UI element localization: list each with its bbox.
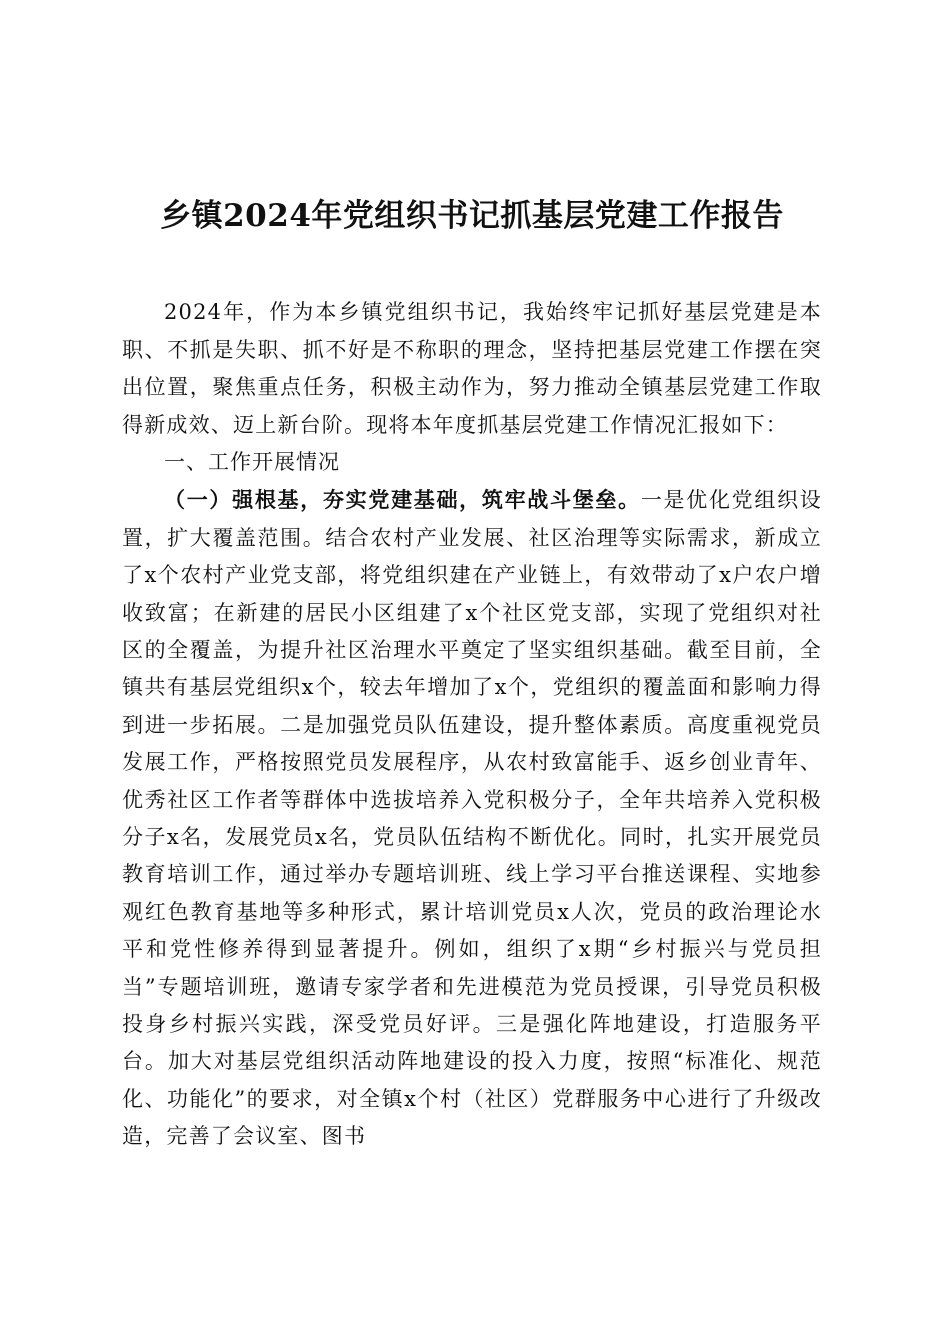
subsection-body: 一是优化党组织设置，扩大覆盖范围。结合农村产业发展、社区治理等实际需求，新成立了x个农村产业党支部，将党组织建在产业链上，有效带动了x户农户增收致富；在新建的居民小区组建了x个社区党支部，实现了党组织对社区的全覆盖，为提升社区治理水平奠定了坚实组织基础。截至目前，全镇共有基层党组织x个，较去年增加了x个，党组织的覆盖面和影响力得到进一步拓展。二是加强党员队伍建设，提升整体素质。高度重视党员发展工作，严格按照党员发展程序，从农村致富能手、返乡创业青年、优秀社区工作者等群体中选拔培养入党积极分子，全年共培养入党积极分子x名，发展党员x名，党员队伍结构不断优化。同时，扎实开展党员教育培训工作，通过举办专题培训班、线上学习平台推送课程、实地参观红色教育基地等多种形式，累计培训党员x人次，党员的政治理论水平和党性修养得到显著提升。例如，组织了x期“乡村振兴与党员担当”专题培训班，邀请专家学者和先进模范为党员授课，引导党员积极投身乡村振兴实践，深受党员好评。三是强化阵地建设，打造服务平台。加大对基层党组织活动阵地建设的投入力度，按照“标准化、规范化、功能化”的要求，对全镇x个村（社区）党群服务中心进行了升级改造，完善了会议室、图书 xyxy=(122,488,822,1149)
document-title: 乡镇2024年党组织书记抓基层党建工作报告 xyxy=(160,198,784,234)
section-heading: 一、工作开展情况 xyxy=(164,449,340,474)
subsection-heading: （一）强根基，夯实党建基础，筑牢战斗堡垒。 xyxy=(164,487,641,513)
body-paragraph xyxy=(122,481,822,1155)
intro-paragraph: 2024年，作为本乡镇党组织书记，我始终牢记抓好基层党建是本职、不抓是失职、抓不好是不称职的理念，坚持把基层党建工作摆在突出位置，聚焦重点任务，积极主动作为，努力推动全镇基层党建工作取得新成效、迈上新台阶。现将本年度抓基层党建工作情况汇报如下： xyxy=(122,300,822,437)
